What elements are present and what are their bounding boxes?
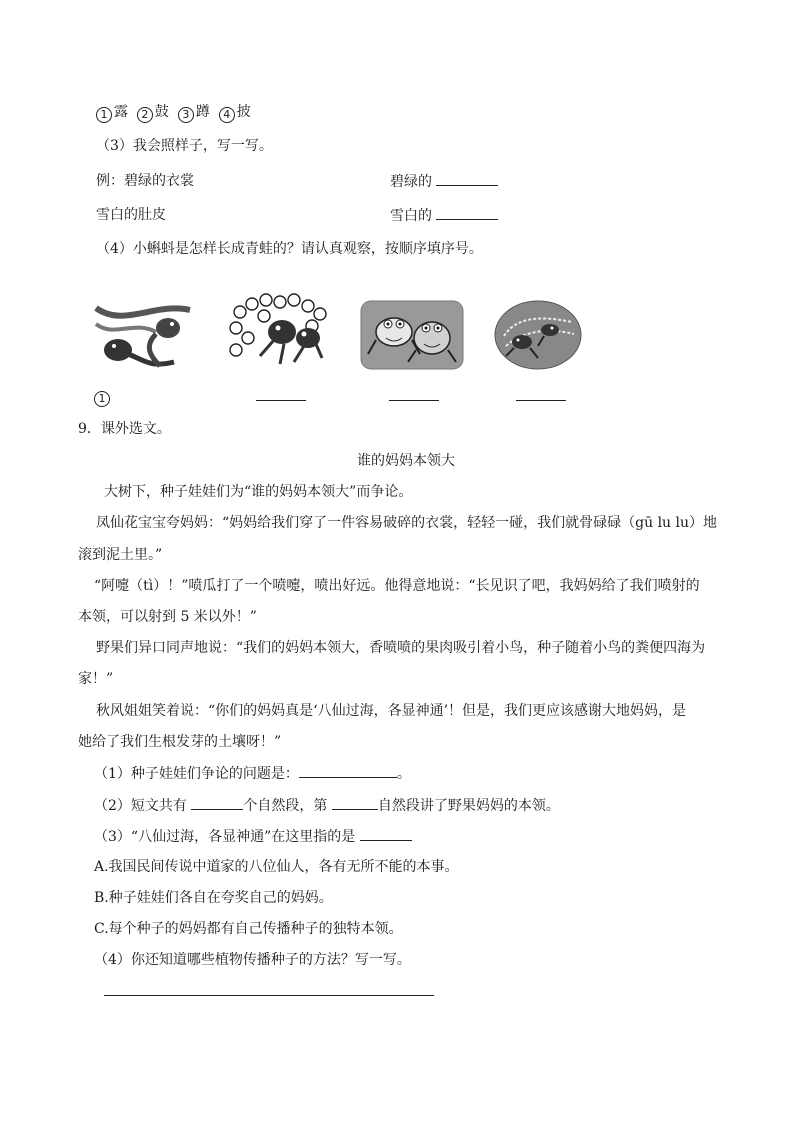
section-heading: 9．课外选文。 <box>78 421 171 437</box>
q3-example-left: 例：碧绿的衣裳 <box>96 173 194 189</box>
answer-blank[interactable] <box>436 171 498 186</box>
paragraph: 她给了我们生根发芽的土壤呀！” <box>78 734 282 750</box>
paragraph: 家！” <box>78 671 114 687</box>
paragraph: 滚到泥土里。” <box>78 547 163 563</box>
q3-example-right-label: 碧绿的 <box>390 174 432 190</box>
question-3 <box>94 826 412 847</box>
question-4: （4）你还知道哪些植物传播种子的方法？写一写。 <box>94 952 411 968</box>
answer-blank[interactable] <box>360 826 412 841</box>
frog-image <box>494 300 582 370</box>
question-3-text: （3）“八仙过海，各显神通”在这里指的是 <box>94 829 356 845</box>
answer-blank[interactable] <box>299 763 397 778</box>
paragraph: “阿嚏（tì）！”喷瓜打了一个喷嚏，喷出好远。他得意地说：“长见识了吧，我妈妈给了我们喷射的 <box>94 578 700 594</box>
option-b: B.种子娃娃们各自在夸奖自己的妈妈。 <box>94 890 333 906</box>
answer-blank[interactable] <box>516 400 566 401</box>
answer-blank[interactable] <box>191 795 243 810</box>
passage-title: 谁的妈妈本领大 <box>357 453 455 469</box>
question-1-text: （1）种子娃娃们争论的问题是： <box>94 766 299 782</box>
option-number: 3 <box>178 107 194 123</box>
option-text: 鼓 <box>154 104 169 120</box>
answer-line[interactable] <box>104 995 434 996</box>
answer-blank[interactable] <box>256 400 306 401</box>
q3-row2-right <box>390 205 498 226</box>
question-1 <box>94 763 411 784</box>
paragraph: 野果们异口同声地说：“我们的妈妈本领大，香喷喷的果肉吸引着小鸟，种子随着小鸟的粪便四海为 <box>96 640 706 656</box>
option-number: 1 <box>96 107 112 123</box>
option-text: 披 <box>236 104 251 120</box>
question-2 <box>94 795 560 816</box>
q3-title: （3）我会照样子，写一写。 <box>96 138 273 154</box>
q3-example-right <box>390 171 498 192</box>
options-row <box>96 102 251 123</box>
question-1-end: 。 <box>396 766 411 782</box>
answer-blank[interactable] <box>436 205 498 220</box>
question-2-part-b: 个自然段，第 <box>243 798 328 814</box>
option-c: C.每个种子的妈妈都有自己传播种子的独特本领。 <box>94 921 403 937</box>
question-2-part-a: （2）短文共有 <box>94 798 187 814</box>
answer-blank[interactable] <box>332 795 378 810</box>
picture-1-label <box>94 386 112 407</box>
option-number: 2 <box>137 107 153 123</box>
option-a: A.我国民间传说中道家的八位仙人，各有无所不能的本事。 <box>94 859 459 875</box>
answer-blank[interactable] <box>389 400 439 401</box>
q3-row2-right-label: 雪白的 <box>390 208 432 224</box>
question-2-part-c: 自然段讲了野果妈妈的本领。 <box>377 798 560 814</box>
option-text: 蹲 <box>195 104 210 120</box>
tadpoles-image <box>94 298 194 372</box>
froglets-image <box>360 300 464 370</box>
paragraph: 秋风姐姐笑着说：“你们的妈妈真是‘八仙过海，各显神通’！但是，我们更应该感谢大地妈妈，是 <box>96 703 687 719</box>
tadpole-legs-image <box>224 292 334 374</box>
paragraph: 本领，可以射到 5 米以外！” <box>78 609 257 625</box>
first-picture-number: 1 <box>94 391 110 407</box>
option-text: 露 <box>114 104 128 120</box>
option-number: 4 <box>219 107 235 123</box>
paragraph: 凤仙花宝宝夸妈妈：“妈妈给我们穿了一件容易破碎的衣裳，轻轻一碰，我们就骨碌碌（gū lu lu）地 <box>96 515 718 531</box>
q3-row2-left: 雪白的肚皮 <box>96 207 166 223</box>
paragraph: 大树下，种子娃娃们为“谁的妈妈本领大”而争论。 <box>104 484 413 500</box>
q4-title: （4）小蝌蚪是怎样长成青蛙的？请认真观察，按顺序填序号。 <box>96 241 483 257</box>
